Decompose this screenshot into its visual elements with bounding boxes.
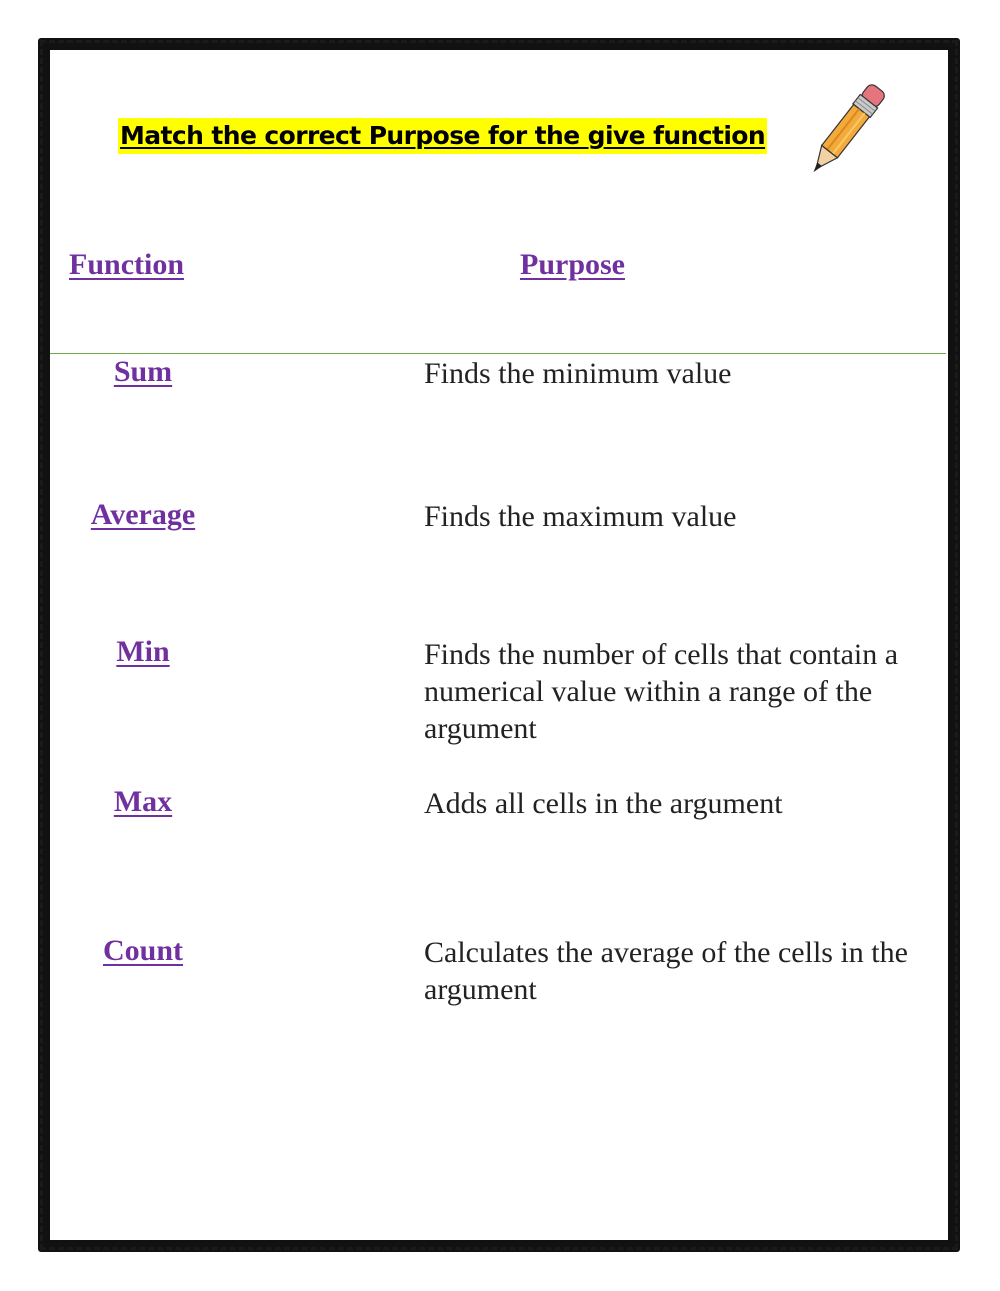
function-item-max[interactable]: Max [113,785,173,818]
pencil-icon [792,72,904,184]
purpose-item-2[interactable]: Finds the maximum value [424,500,737,533]
header-divider [50,353,946,354]
purpose-item-3[interactable]: Finds the number of cells that contain a numerical value within a range of the argument [424,638,899,745]
function-item-min[interactable]: Min [116,635,170,668]
purpose-item-4[interactable]: Adds all cells in the argument [424,787,783,820]
function-item-average[interactable]: Average [90,498,196,531]
title-container [118,118,767,158]
function-heading: Function [69,248,185,281]
purpose-item-5[interactable]: Calculates the average of the cells in the argument [424,936,908,1006]
worksheet-title: Match the correct Purpose for the give function [118,118,767,154]
purpose-heading: Purpose [520,248,625,281]
purpose-item-1[interactable]: Finds the minimum value [424,357,732,390]
function-item-count[interactable]: Count [102,934,184,967]
function-item-sum[interactable]: Sum [113,355,173,388]
